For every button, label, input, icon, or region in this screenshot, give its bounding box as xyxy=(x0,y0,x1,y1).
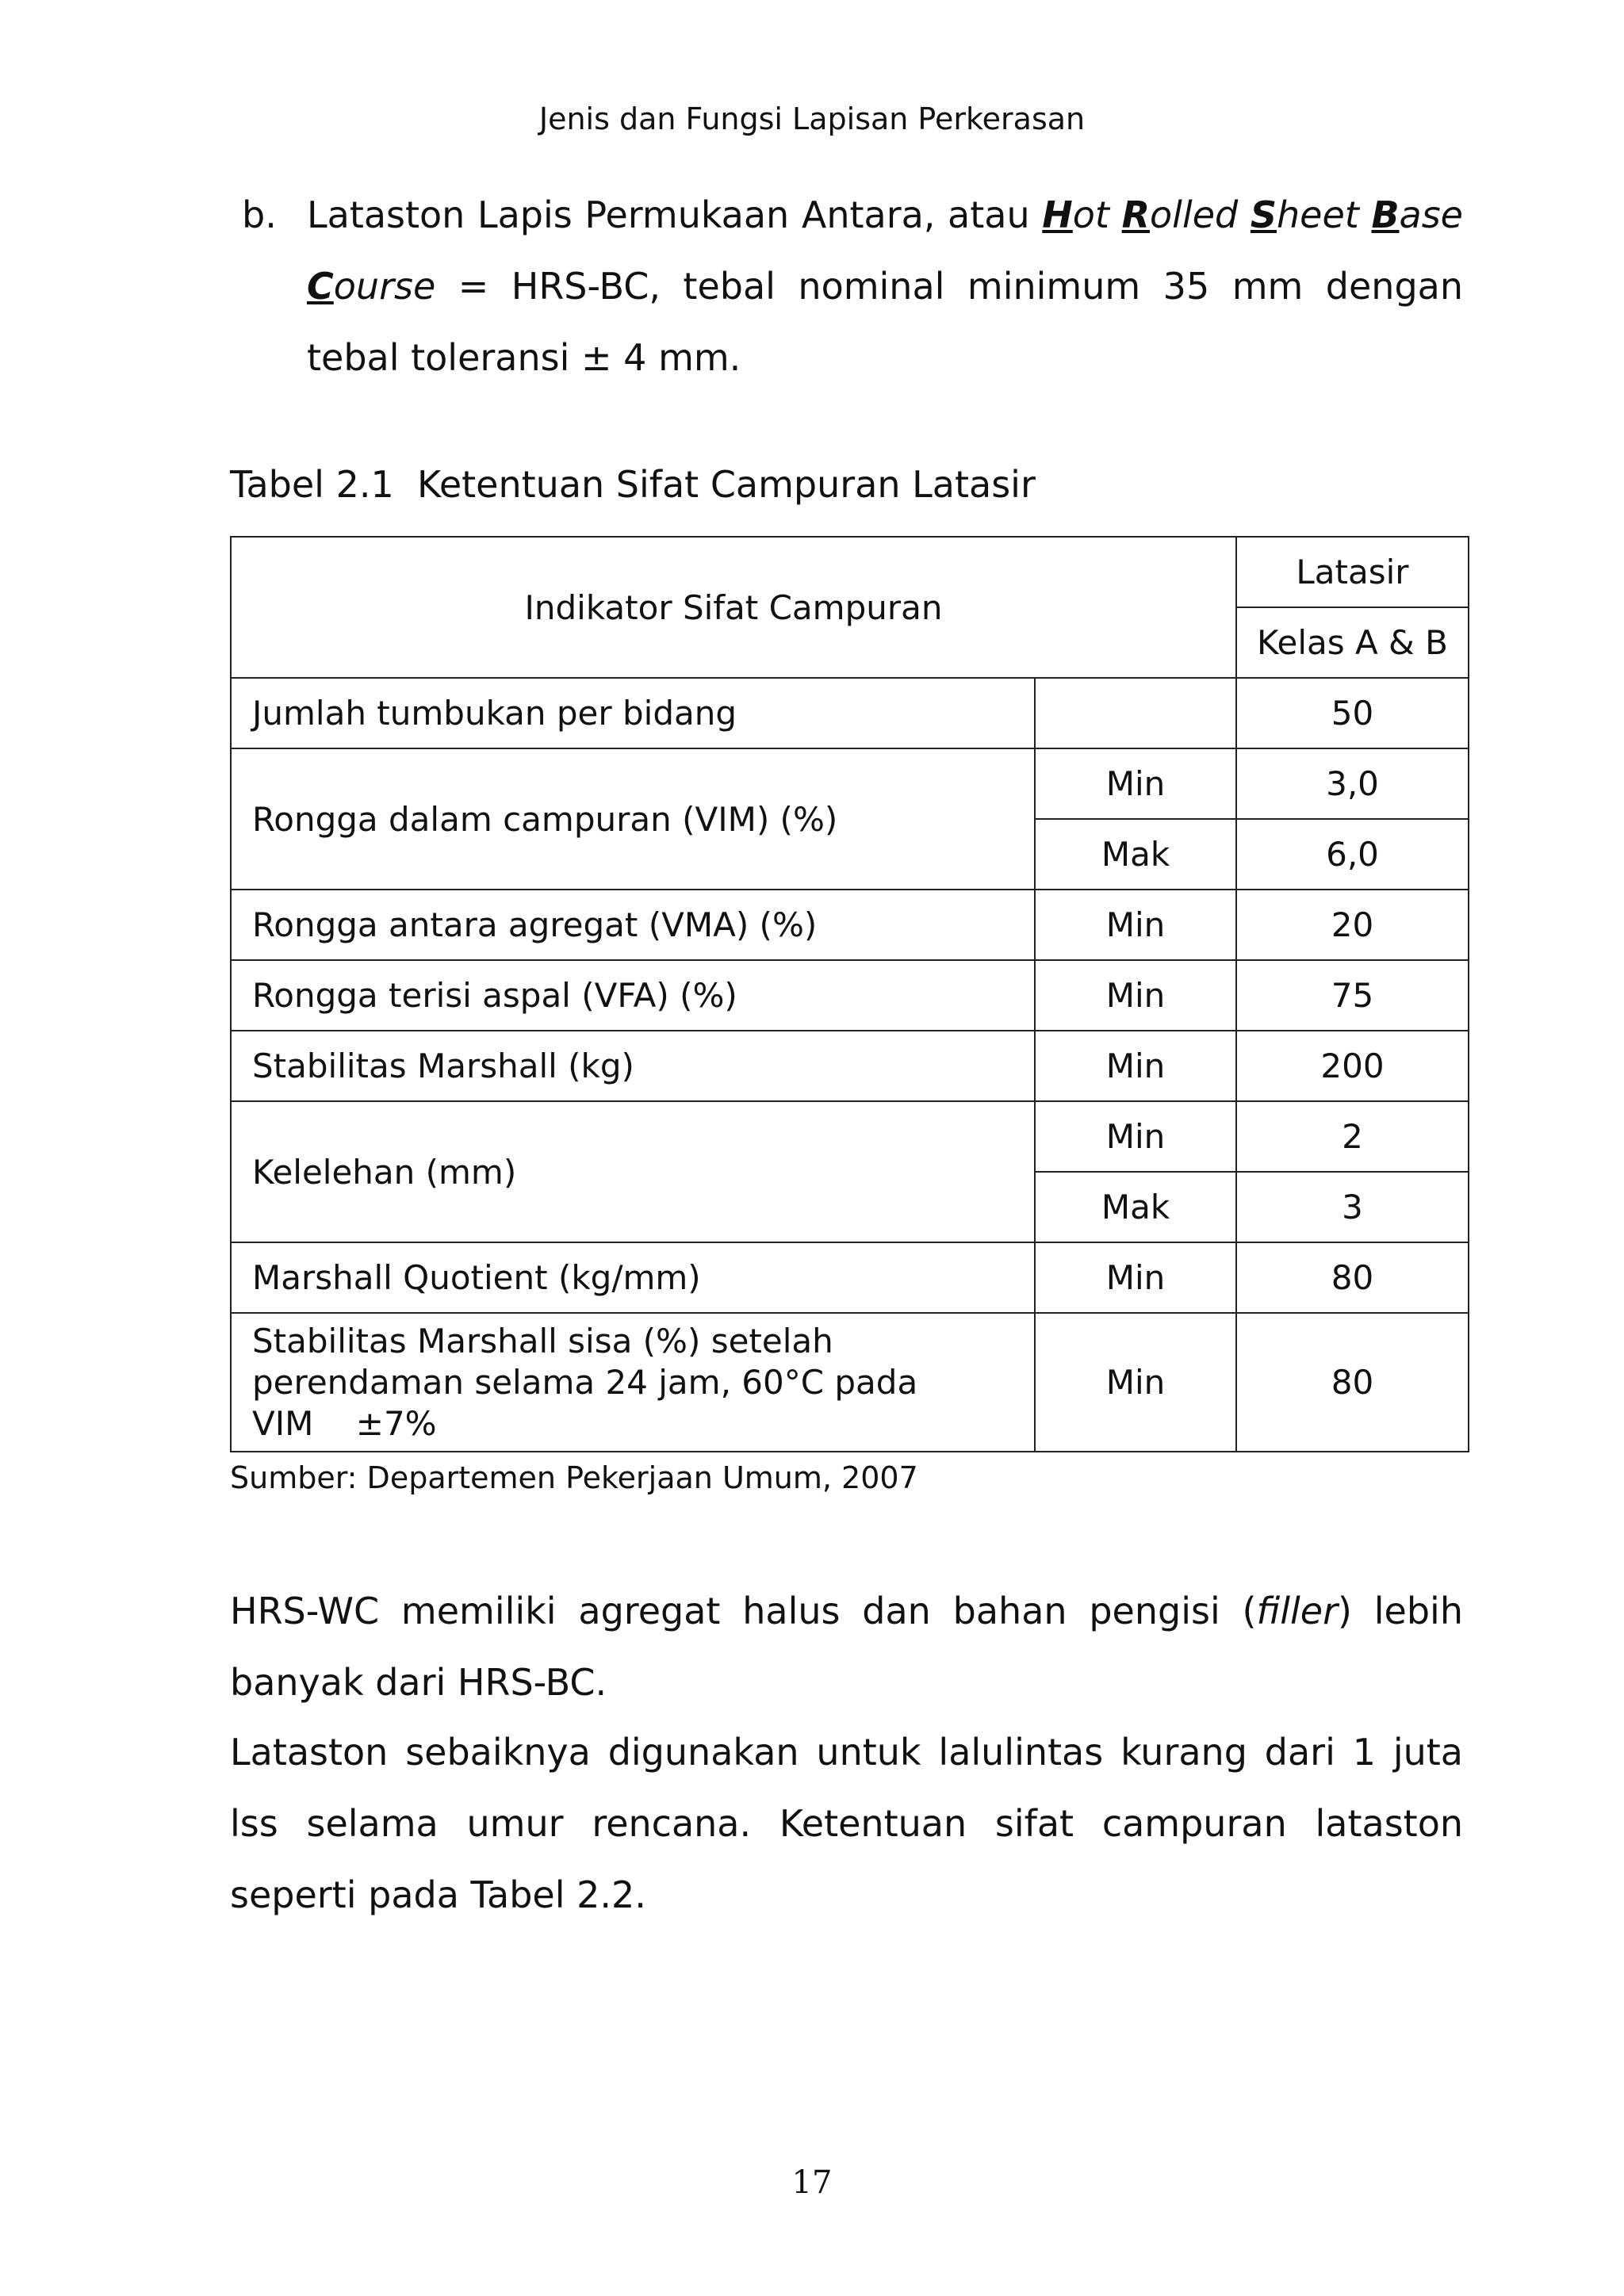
table-row xyxy=(231,1031,1469,1101)
limit-value: 20 xyxy=(1236,890,1469,960)
limit-type: Min xyxy=(1035,1242,1236,1313)
table-row xyxy=(231,890,1469,960)
row-label-line: VIM ±7% xyxy=(252,1403,437,1443)
limit-value: 6,0 xyxy=(1236,819,1469,890)
list-item-lead: Lataston Lapis Permukaan Antara, atau xyxy=(307,193,1043,236)
table-caption: Tabel 2.1 Ketentuan Sifat Campuran Latasir xyxy=(230,463,1036,506)
list-marker: b. xyxy=(242,193,277,236)
paragraph-hrs-wc: HRS-WC memiliki agregat halus dan bahan pengisi (filler) lebih banyak dari HRS-BC. xyxy=(230,1590,1463,1704)
running-header: Jenis dan Fungsi Lapisan Perkerasan xyxy=(538,101,1086,136)
term-word-course: Course xyxy=(307,265,436,308)
limit-value: 3 xyxy=(1236,1172,1469,1242)
header-latasir: Latasir xyxy=(1236,537,1469,607)
limit-type: Min xyxy=(1035,890,1236,960)
italic-term: filler xyxy=(1256,1590,1338,1632)
limit-type: Min xyxy=(1035,1031,1236,1101)
row-label: Jumlah tumbukan per bidang xyxy=(231,678,1035,748)
row-label-line: perendaman selama 24 jam, 60°C pada xyxy=(252,1362,918,1402)
row-label: Marshall Quotient (kg/mm) xyxy=(231,1242,1035,1313)
limit-type: Min xyxy=(1035,1101,1236,1172)
row-label: Rongga antara agregat (VMA) (%) xyxy=(231,890,1035,960)
limit-value: 80 xyxy=(1236,1313,1469,1452)
table-row xyxy=(231,1242,1469,1313)
paragraph-lataston: Lataston sebaiknya digunakan untuk lalulintas kurang dari 1 juta lss selama umur rencana. Ketentuan sifat campuran lataston seperti pada Tabel 2.2. xyxy=(230,1731,1463,1916)
row-label: Rongga dalam campuran (VIM) (%) xyxy=(231,748,1035,890)
term-word-base: Base xyxy=(1371,193,1463,236)
page-number: 17 xyxy=(791,2164,833,2201)
table-row xyxy=(231,678,1469,748)
limit-value: 80 xyxy=(1236,1242,1469,1313)
term-word-hot: Hot xyxy=(1042,193,1109,236)
table-row xyxy=(231,748,1469,819)
row-label-line: Stabilitas Marshall sisa (%) setelah xyxy=(252,1321,833,1360)
header-class: Kelas A & B xyxy=(1236,607,1469,678)
term-word-rolled: Rolled xyxy=(1121,193,1239,236)
limit-type: Min xyxy=(1035,748,1236,819)
limit-type: Min xyxy=(1035,960,1236,1031)
term-word-sheet: Sheet xyxy=(1250,193,1359,236)
row-label: Kelelehan (mm) xyxy=(231,1101,1035,1242)
row-label: Rongga terisi aspal (VFA) (%) xyxy=(231,960,1035,1031)
spec-table xyxy=(230,536,1469,1452)
row-label: Stabilitas Marshall (kg) xyxy=(231,1031,1035,1101)
limit-value: 2 xyxy=(1236,1101,1469,1172)
limit-type: Mak xyxy=(1035,819,1236,890)
list-item-b xyxy=(242,179,1463,393)
table-header-row xyxy=(231,537,1469,607)
limit-value: 50 xyxy=(1236,678,1469,748)
limit-type xyxy=(1035,678,1236,748)
limit-type: Min xyxy=(1035,1313,1236,1452)
list-item-text xyxy=(307,179,1463,393)
limit-value: 3,0 xyxy=(1236,748,1469,819)
limit-value: 75 xyxy=(1236,960,1469,1031)
table-row xyxy=(231,960,1469,1031)
limit-value: 200 xyxy=(1236,1031,1469,1101)
table-row xyxy=(231,1313,1469,1452)
row-label xyxy=(231,1313,1035,1452)
table-row xyxy=(231,1101,1469,1172)
list-item-tail: = HRS-BC, tebal nominal minimum 35 mm dengan tebal toleransi ± 4 mm. xyxy=(307,265,1463,379)
limit-type: Mak xyxy=(1035,1172,1236,1242)
table-source: Sumber: Departemen Pekerjaan Umum, 2007 xyxy=(230,1460,918,1495)
header-indicator: Indikator Sifat Campuran xyxy=(231,537,1236,678)
